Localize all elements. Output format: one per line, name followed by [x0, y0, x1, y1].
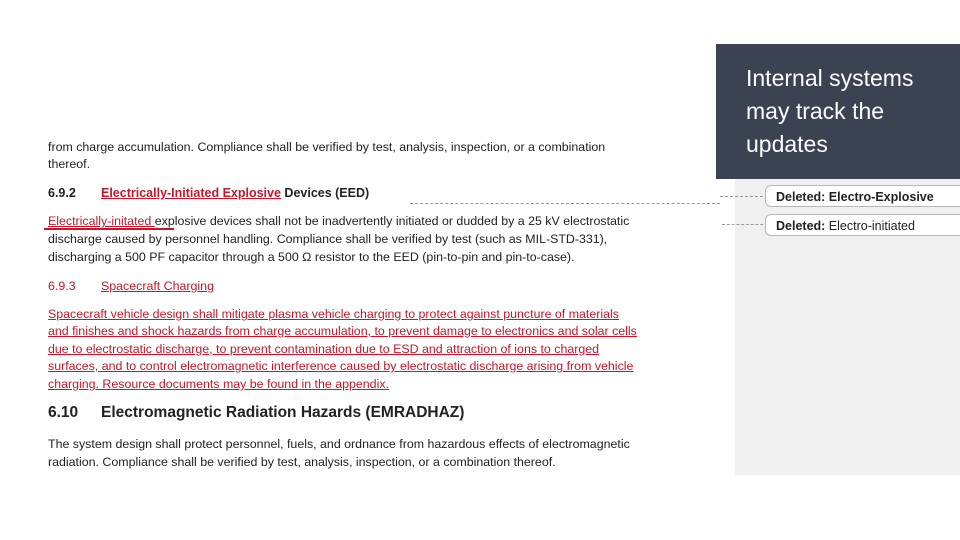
section-number: 6.10 — [48, 404, 79, 421]
heading-text: Spacecraft Charging — [101, 279, 214, 293]
body-line: The system design shall protect personnel, fuels, and ordnance from hazardous effects of electromagnetic — [48, 437, 630, 451]
body-line: discharging a 500 PF capacitor through a 500 Ω resistor to the EED (pin-to-pin and pin-to-case). — [48, 250, 575, 264]
callout-box — [716, 44, 960, 179]
comment-text: Electro-initiated — [825, 219, 915, 233]
comment-label: Deleted: — [776, 190, 826, 204]
document-screenshot — [40, 130, 735, 475]
section-number: 6.9.2 — [48, 186, 76, 200]
body-line: from charge accumulation. Compliance shall be verified by test, analysis, inspection, or a combination — [48, 140, 606, 154]
inserted-line: and finishes and shock hazards from charge accumulation, to prevent damage to electronics and solar cells — [48, 324, 637, 338]
body-line: discharge caused by personnel handling. Compliance shall be verified by test (such as MIL-STD-331), — [48, 232, 608, 246]
body-line: thereof. — [48, 157, 91, 171]
revision-underline — [44, 228, 174, 230]
inserted-line: charging. Resource documents may be found in the appendix. — [48, 377, 389, 391]
revision-connector — [720, 196, 768, 197]
section-heading-610 — [48, 404, 464, 422]
comment-text: Electro-Explosive — [825, 190, 934, 204]
section-number: 6.9.3 — [48, 279, 76, 293]
inserted-line: surfaces, and to control electromagnetic interference caused by electrostatic discharge arising from vehicle — [48, 359, 634, 373]
inserted-line: due to electrostatic discharge, to prevent contamination due to ESD and attraction of ions to charged — [48, 342, 600, 356]
heading-text: Devices (EED) — [280, 186, 370, 200]
revision-connector — [410, 203, 720, 204]
body-line: radiation. Compliance shall be verified by test, analysis, inspection, or a combination thereof. — [48, 455, 556, 469]
body-text: explosive devices shall not be inadvertently initiated or dudded by a 25 kV electrostatic — [154, 214, 630, 228]
comment-margin-pane — [735, 130, 960, 475]
heading-text: Electromagnetic Radiation Hazards (EMRADHAZ) — [101, 404, 465, 421]
deleted-comment-balloon[interactable] — [765, 185, 960, 207]
inserted-text: Electrically-initated — [48, 214, 155, 228]
inserted-text: Electrically-Initiated Explosive — [101, 186, 281, 200]
revision-connector — [722, 224, 768, 225]
comment-label: Deleted: — [776, 219, 826, 233]
inserted-line: Spacecraft vehicle design shall mitigate plasma vehicle charging to protect against puncture of materials — [48, 307, 619, 321]
section-heading-693 — [48, 278, 214, 296]
section-heading-692 — [48, 185, 369, 203]
deleted-comment-balloon[interactable] — [765, 214, 960, 236]
callout-text: Internal systems may track the updates — [746, 65, 914, 157]
